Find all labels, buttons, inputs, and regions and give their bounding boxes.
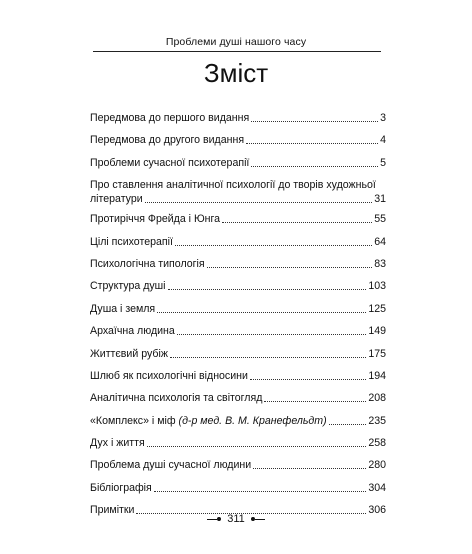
toc-entry-page: 149 (368, 325, 386, 338)
page-number: 311 (227, 513, 245, 525)
toc-entry-title: Архаїчна людина (90, 325, 175, 338)
toc-leader (264, 401, 366, 402)
toc-entry-page: 3 (380, 112, 386, 124)
toc-entry-page: 208 (368, 392, 386, 405)
toc-entry[interactable] (90, 391, 386, 413)
toc-leader (329, 424, 367, 425)
toc-leader (145, 202, 373, 203)
toc-entry-page: 5 (380, 156, 386, 169)
toc-title: Зміст (203, 58, 269, 88)
toc-entry-page: 4 (380, 134, 386, 147)
toc-leader (246, 143, 378, 144)
header-rule (93, 51, 381, 52)
toc-entry[interactable] (90, 156, 386, 178)
toc-entry[interactable] (90, 436, 386, 458)
footer-dash-left (207, 519, 217, 520)
toc-entry-page: 55 (374, 213, 386, 226)
toc-entry-title: Бібліографія (90, 481, 152, 494)
toc-leader (222, 222, 372, 223)
toc-entry-page: 125 (368, 302, 386, 315)
toc-entry-title: Цілі психотерапії (90, 235, 173, 248)
toc-entry-page: 306 (368, 504, 386, 517)
toc-entry-title: Передмова до першого видання (90, 112, 250, 124)
toc-leader (168, 289, 367, 290)
toc-entry-title: Дух і життя (90, 437, 145, 450)
footer-dot-left (217, 517, 221, 521)
toc-entry[interactable] (90, 347, 386, 369)
toc-entry-title: Душа і земля (90, 302, 156, 315)
toc-leader (251, 166, 378, 167)
page-footer (0, 513, 472, 525)
toc-leader (250, 379, 366, 380)
toc-entry-page: 235 (368, 414, 386, 427)
footer-dash-right (255, 519, 265, 520)
toc-leader (154, 491, 367, 492)
toc-leader (251, 121, 378, 122)
toc-entry-page: 31 (374, 193, 386, 206)
toc-entry[interactable] (90, 235, 386, 257)
toc-entry[interactable] (90, 369, 386, 391)
toc-entry-page: 103 (368, 280, 386, 293)
toc-entry[interactable] (90, 481, 386, 503)
toc-entry[interactable] (90, 178, 386, 212)
toc-leader (147, 446, 367, 447)
toc-entry[interactable] (90, 458, 386, 480)
toc-entry[interactable] (90, 302, 386, 324)
toc-entry-page: 64 (374, 235, 386, 248)
toc-entry[interactable] (90, 133, 386, 155)
toc-entry-page: 280 (368, 459, 386, 472)
toc-entry-page: 83 (374, 257, 386, 270)
table-of-contents (90, 111, 386, 526)
running-header: Проблеми душі нашого часу (165, 36, 307, 48)
toc-entry-title-line1: Про ставлення аналітичної психології до творів художньої (90, 179, 376, 192)
toc-entry-title: Протиріччя Фрейда і Юнга (90, 213, 221, 226)
toc-entry-note: (д-р мед. В. М. Кранефельдт) (178, 414, 327, 427)
toc-entry-title: Проблеми сучасної психотерапії (90, 156, 250, 169)
toc-leader (177, 334, 367, 335)
toc-entry-title: «Комплекс» і міф (90, 414, 176, 427)
toc-entry-title: Примітки (90, 504, 135, 517)
toc-entry-title: Психологічна типологія (90, 257, 205, 270)
toc-entry-title: Проблема душі сучасної людини (90, 459, 252, 472)
toc-entry-title: Шлюб як психологічні відносини (90, 369, 248, 382)
toc-entry-page: 175 (368, 347, 386, 360)
toc-leader (175, 245, 372, 246)
toc-leader (207, 267, 373, 268)
toc-leader (157, 312, 366, 313)
toc-entry[interactable] (90, 279, 386, 301)
toc-entry-title: літератури (90, 193, 143, 206)
toc-entry-page: 258 (368, 437, 386, 450)
toc-entry-title: Структура душі (90, 280, 166, 293)
toc-leader (253, 468, 366, 469)
toc-entry[interactable] (90, 212, 386, 234)
toc-entry[interactable] (90, 324, 386, 346)
toc-entry-title: Аналітична психологія та світогляд (90, 392, 263, 405)
toc-entry-title: Життєвий рубіж (90, 347, 168, 360)
toc-entry-page: 194 (368, 369, 386, 382)
toc-leader (170, 357, 366, 358)
toc-entry[interactable] (90, 414, 386, 436)
toc-entry-title: Передмова до другого видання (90, 134, 245, 147)
toc-entry[interactable] (90, 257, 386, 279)
toc-entry[interactable] (90, 111, 386, 133)
toc-entry-page: 304 (368, 481, 386, 494)
